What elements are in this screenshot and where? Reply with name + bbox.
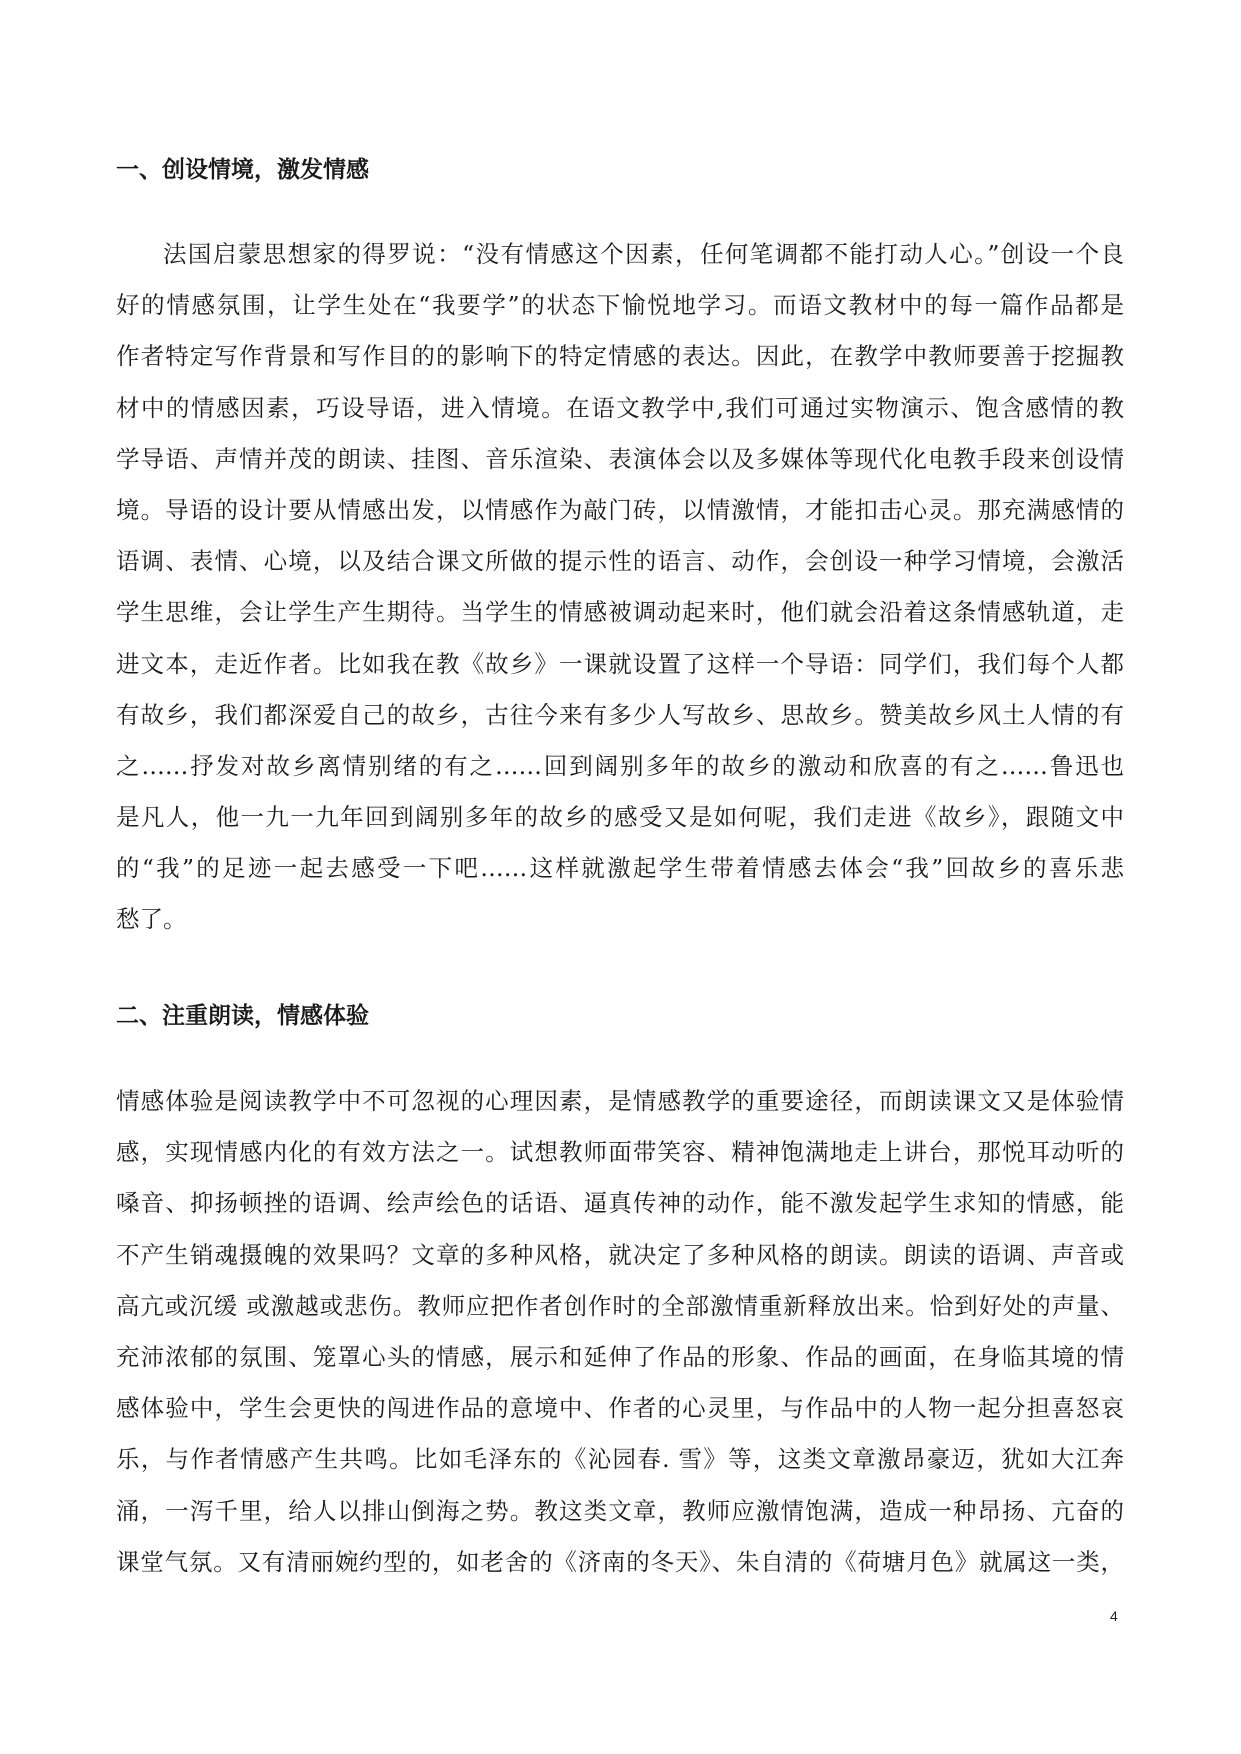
paragraph-line: 是凡人，他一九一九年回到阔别多年的故乡的感受又是如何呢，我们走进《故乡》，跟随文中 — [116, 803, 1124, 832]
section-1-heading: 一、创设情境，激发情感 — [116, 157, 369, 183]
paragraph-line: 课堂气氛。又有清丽婉约型的，如老舍的《济南的冬天》、朱自清的《荷塘月色》就属这一类， — [116, 1547, 1124, 1576]
section-2-paragraph — [116, 1076, 1124, 1588]
paragraph-line: 之……抒发对故乡离情别绪的有之……回到阔别多年的故乡的激动和欣喜的有之……鲁迅也 — [116, 751, 1124, 780]
paragraph-line: 进文本，走近作者。比如我在教《故乡》一课就设置了这样一个导语：同学们，我们每个人都 — [116, 649, 1124, 678]
paragraph-line: 愁了。 — [116, 905, 187, 934]
paragraph-line: 涌，一泻千里，给人以排山倒海之势。教这类文章，教师应激情饱满，造成一种昂扬、亢奋的 — [116, 1496, 1124, 1525]
paragraph-line: 有故乡，我们都深爱自己的故乡，古往今来有多少人写故乡、思故乡。赞美故乡风土人情的有 — [116, 700, 1124, 729]
paragraph-line: 学生思维，会让学生产生期待。当学生的情感被调动起来时，他们就会沿着这条情感轨道，走 — [116, 598, 1124, 627]
paragraph-line: 感，实现情感内化的有效方法之一。试想教师面带笑容、精神饱满地走上讲台，那悦耳动听的 — [116, 1138, 1124, 1167]
paragraph-line: 语调、表情、心境，以及结合课文所做的提示性的语言、动作，会创设一种学习情境，会激活 — [116, 547, 1124, 576]
paragraph-line: 不产生销魂摄魄的效果吗？文章的多种风格，就决定了多种风格的朗读。朗读的语调、声音或 — [116, 1240, 1124, 1269]
paragraph-line: 法国启蒙思想家的得罗说：“没有情感这个因素，任何笔调都不能打动人心。”创设一个良 — [163, 240, 1124, 268]
paragraph-line: 材中的情感因素，巧设导语，进入情境。在语文教学中,我们可通过实物演示、饱含感情的教 — [116, 393, 1124, 422]
paragraph-line: 的“我”的足迹一起去感受一下吧……这样就激起学生带着情感去体会“我”回故乡的喜乐悲 — [116, 854, 1124, 883]
paragraph-line: 情感体验是阅读教学中不可忽视的心理因素，是情感教学的重要途径，而朗读课文又是体验情 — [116, 1087, 1124, 1115]
paragraph-line: 境。导语的设计要从情感出发，以情感作为敲门砖，以情激情，才能扣击心灵。那充满感情的 — [116, 495, 1124, 524]
paragraph-line: 高亢或沉缓 或激越或悲伤。教师应把作者创作时的全部激情重新释放出来。恰到好处的声量、 — [116, 1291, 1124, 1320]
paragraph-line: 学导语、声情并茂的朗读、挂图、音乐渲染、表演体会以及多媒体等现代化电教手段来创设情 — [116, 444, 1124, 473]
paragraph-line: 充沛浓郁的氛围、笼罩心头的情感，展示和延伸了作品的形象、作品的画面，在身临其境的情 — [116, 1342, 1124, 1371]
paragraph-line: 好的情感氛围，让学生处在“我要学”的状态下愉悦地学习。而语文教材中的每一篇作品都是 — [116, 291, 1124, 320]
page-number: 4 — [1110, 1608, 1118, 1624]
paragraph-line: 嗓音、抑扬顿挫的语调、绘声绘色的话语、逼真传神的动作，能不激发起学生求知的情感，能 — [116, 1189, 1124, 1218]
paragraph-line: 感体验中，学生会更快的闯进作品的意境中、作者的心灵里，与作品中的人物一起分担喜怒哀 — [116, 1394, 1124, 1423]
paragraph-line: 作者特定写作背景和写作目的的影响下的特定情感的表达。因此，在教学中教师要善于挖掘教 — [116, 342, 1124, 371]
section-1-paragraph — [116, 229, 1124, 946]
paragraph-line: 乐，与作者情感产生共鸣。比如毛泽东的《沁园春. 雪》等，这类文章激昂豪迈，犹如大江奔 — [116, 1445, 1124, 1474]
section-2-heading: 二、注重朗读，情感体验 — [116, 1003, 369, 1029]
